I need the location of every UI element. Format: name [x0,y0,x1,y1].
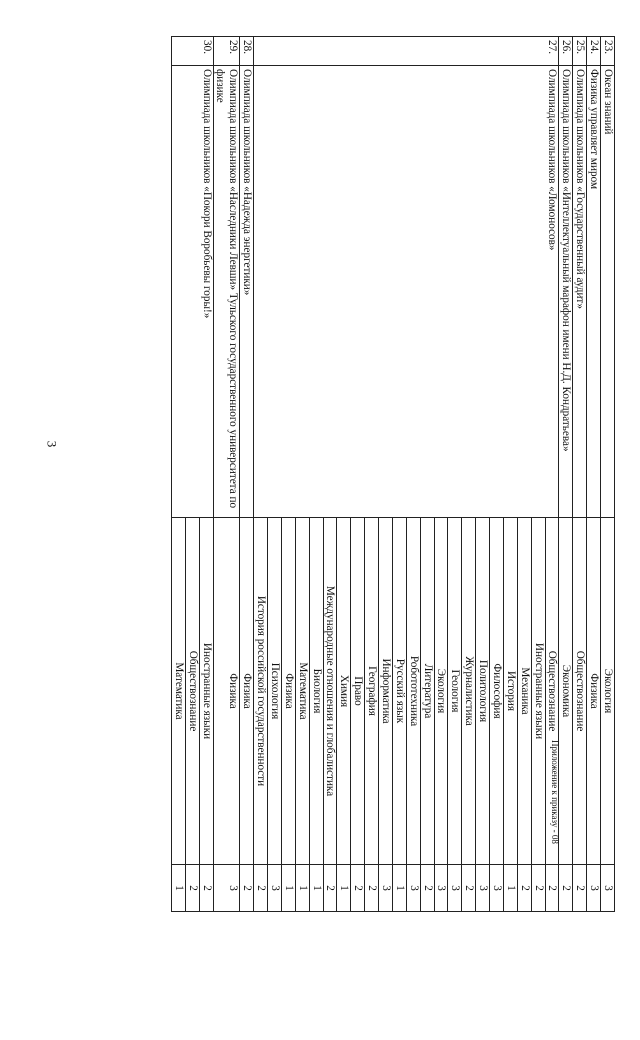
subject-cell: Физика [240,518,254,865]
olympiad-name: Олимпиада школьников «Наследники Левши» Тульского государственного университета по физике [213,66,240,518]
level-cell: 1 [282,865,296,912]
level-cell: 3 [213,865,240,912]
table-row [587,37,601,912]
subject-cell: Механика [517,518,531,865]
level-cell: 3 [490,865,504,912]
row-number: 25. [573,37,587,66]
level-cell: 2 [531,865,545,912]
level-cell: 2 [462,865,476,912]
footer-note: Приложение к приказу - 08 [550,740,560,844]
level-cell: 2 [559,865,573,912]
subject-cell: Иностранные языки [199,518,213,865]
subject-cell: История [504,518,518,865]
table-row [199,37,213,912]
level-cell: 1 [337,865,351,912]
page-number: 3 [44,440,60,448]
level-cell: 2 [420,865,434,912]
subject-cell: Обществознание [185,518,199,865]
subject-cell: Экология [601,518,615,865]
olympiad-name: Олимпиада школьников «Покори Воробьевы горы!» [172,66,214,518]
olympiad-name: Олимпиада школьников «Интеллектуальный марафон имени Н.Д. Кондратьева» [559,66,573,518]
level-cell: 1 [393,865,407,912]
table-body [172,37,615,912]
subject-cell: Информатика [379,518,393,865]
row-number: 30. [172,37,214,66]
olympiad-name: Олимпиада школьников «Ломоносов» [254,66,559,518]
level-cell: 2 [517,865,531,912]
subject-cell: Обществознание [545,518,559,865]
subject-cell: История российской государственности [254,518,268,865]
level-cell: 2 [573,865,587,912]
row-number: 27. [254,37,559,66]
table-row [601,37,615,912]
level-cell: 1 [309,865,323,912]
subject-cell: Международные отношения и глобалистика [323,518,337,865]
level-cell: 3 [601,865,615,912]
level-cell: 2 [323,865,337,912]
subject-cell: Право [351,518,365,865]
level-cell: 2 [240,865,254,912]
level-cell: 3 [406,865,420,912]
level-cell: 2 [545,865,559,912]
subject-cell: Геология [448,518,462,865]
level-cell: 1 [504,865,518,912]
table-row [240,37,254,912]
subject-cell: Философия [490,518,504,865]
table-row [573,37,587,912]
table-row [559,37,573,912]
row-number: 26. [559,37,573,66]
subject-cell: Психология [268,518,282,865]
subject-cell: Обществознание [573,518,587,865]
level-cell: 2 [254,865,268,912]
olympiad-name: Океан знаний [601,66,615,518]
subject-cell: Журналистика [462,518,476,865]
level-cell: 1 [172,865,186,912]
level-cell: 1 [295,865,309,912]
level-cell: 3 [476,865,490,912]
subject-cell: Физика [213,518,240,865]
olympiad-name: Олимпиада школьников «Надежда энергетики» [240,66,254,518]
level-cell: 3 [379,865,393,912]
olympiad-name: Олимпиада школьников «Государственный аудит» [573,66,587,518]
subject-cell: Биология [309,518,323,865]
row-number: 28. [240,37,254,66]
level-cell: 3 [268,865,282,912]
row-number: 24. [587,37,601,66]
row-number: 23. [601,37,615,66]
level-cell: 2 [199,865,213,912]
level-cell: 2 [365,865,379,912]
subject-cell: Математика [295,518,309,865]
subject-cell: Русский язык [393,518,407,865]
level-cell: 3 [434,865,448,912]
subject-cell: Химия [337,518,351,865]
subject-cell: Робототехника [406,518,420,865]
table-row [213,37,240,912]
subject-cell: Экология [434,518,448,865]
olympiad-table [171,36,615,912]
subject-cell: Иностранные языки [531,518,545,865]
level-cell: 3 [587,865,601,912]
rotated-page [85,36,615,891]
subject-cell: Математика [172,518,186,865]
olympiad-name: Физика управляет миром [587,66,601,518]
level-cell: 3 [448,865,462,912]
subject-cell: Физика [587,518,601,865]
level-cell: 2 [351,865,365,912]
subject-cell: Литература [420,518,434,865]
subject-cell: Физика [282,518,296,865]
subject-cell: Экономика [559,518,573,865]
level-cell: 2 [185,865,199,912]
subject-cell: География [365,518,379,865]
subject-cell: Политология [476,518,490,865]
row-number: 29. [213,37,240,66]
